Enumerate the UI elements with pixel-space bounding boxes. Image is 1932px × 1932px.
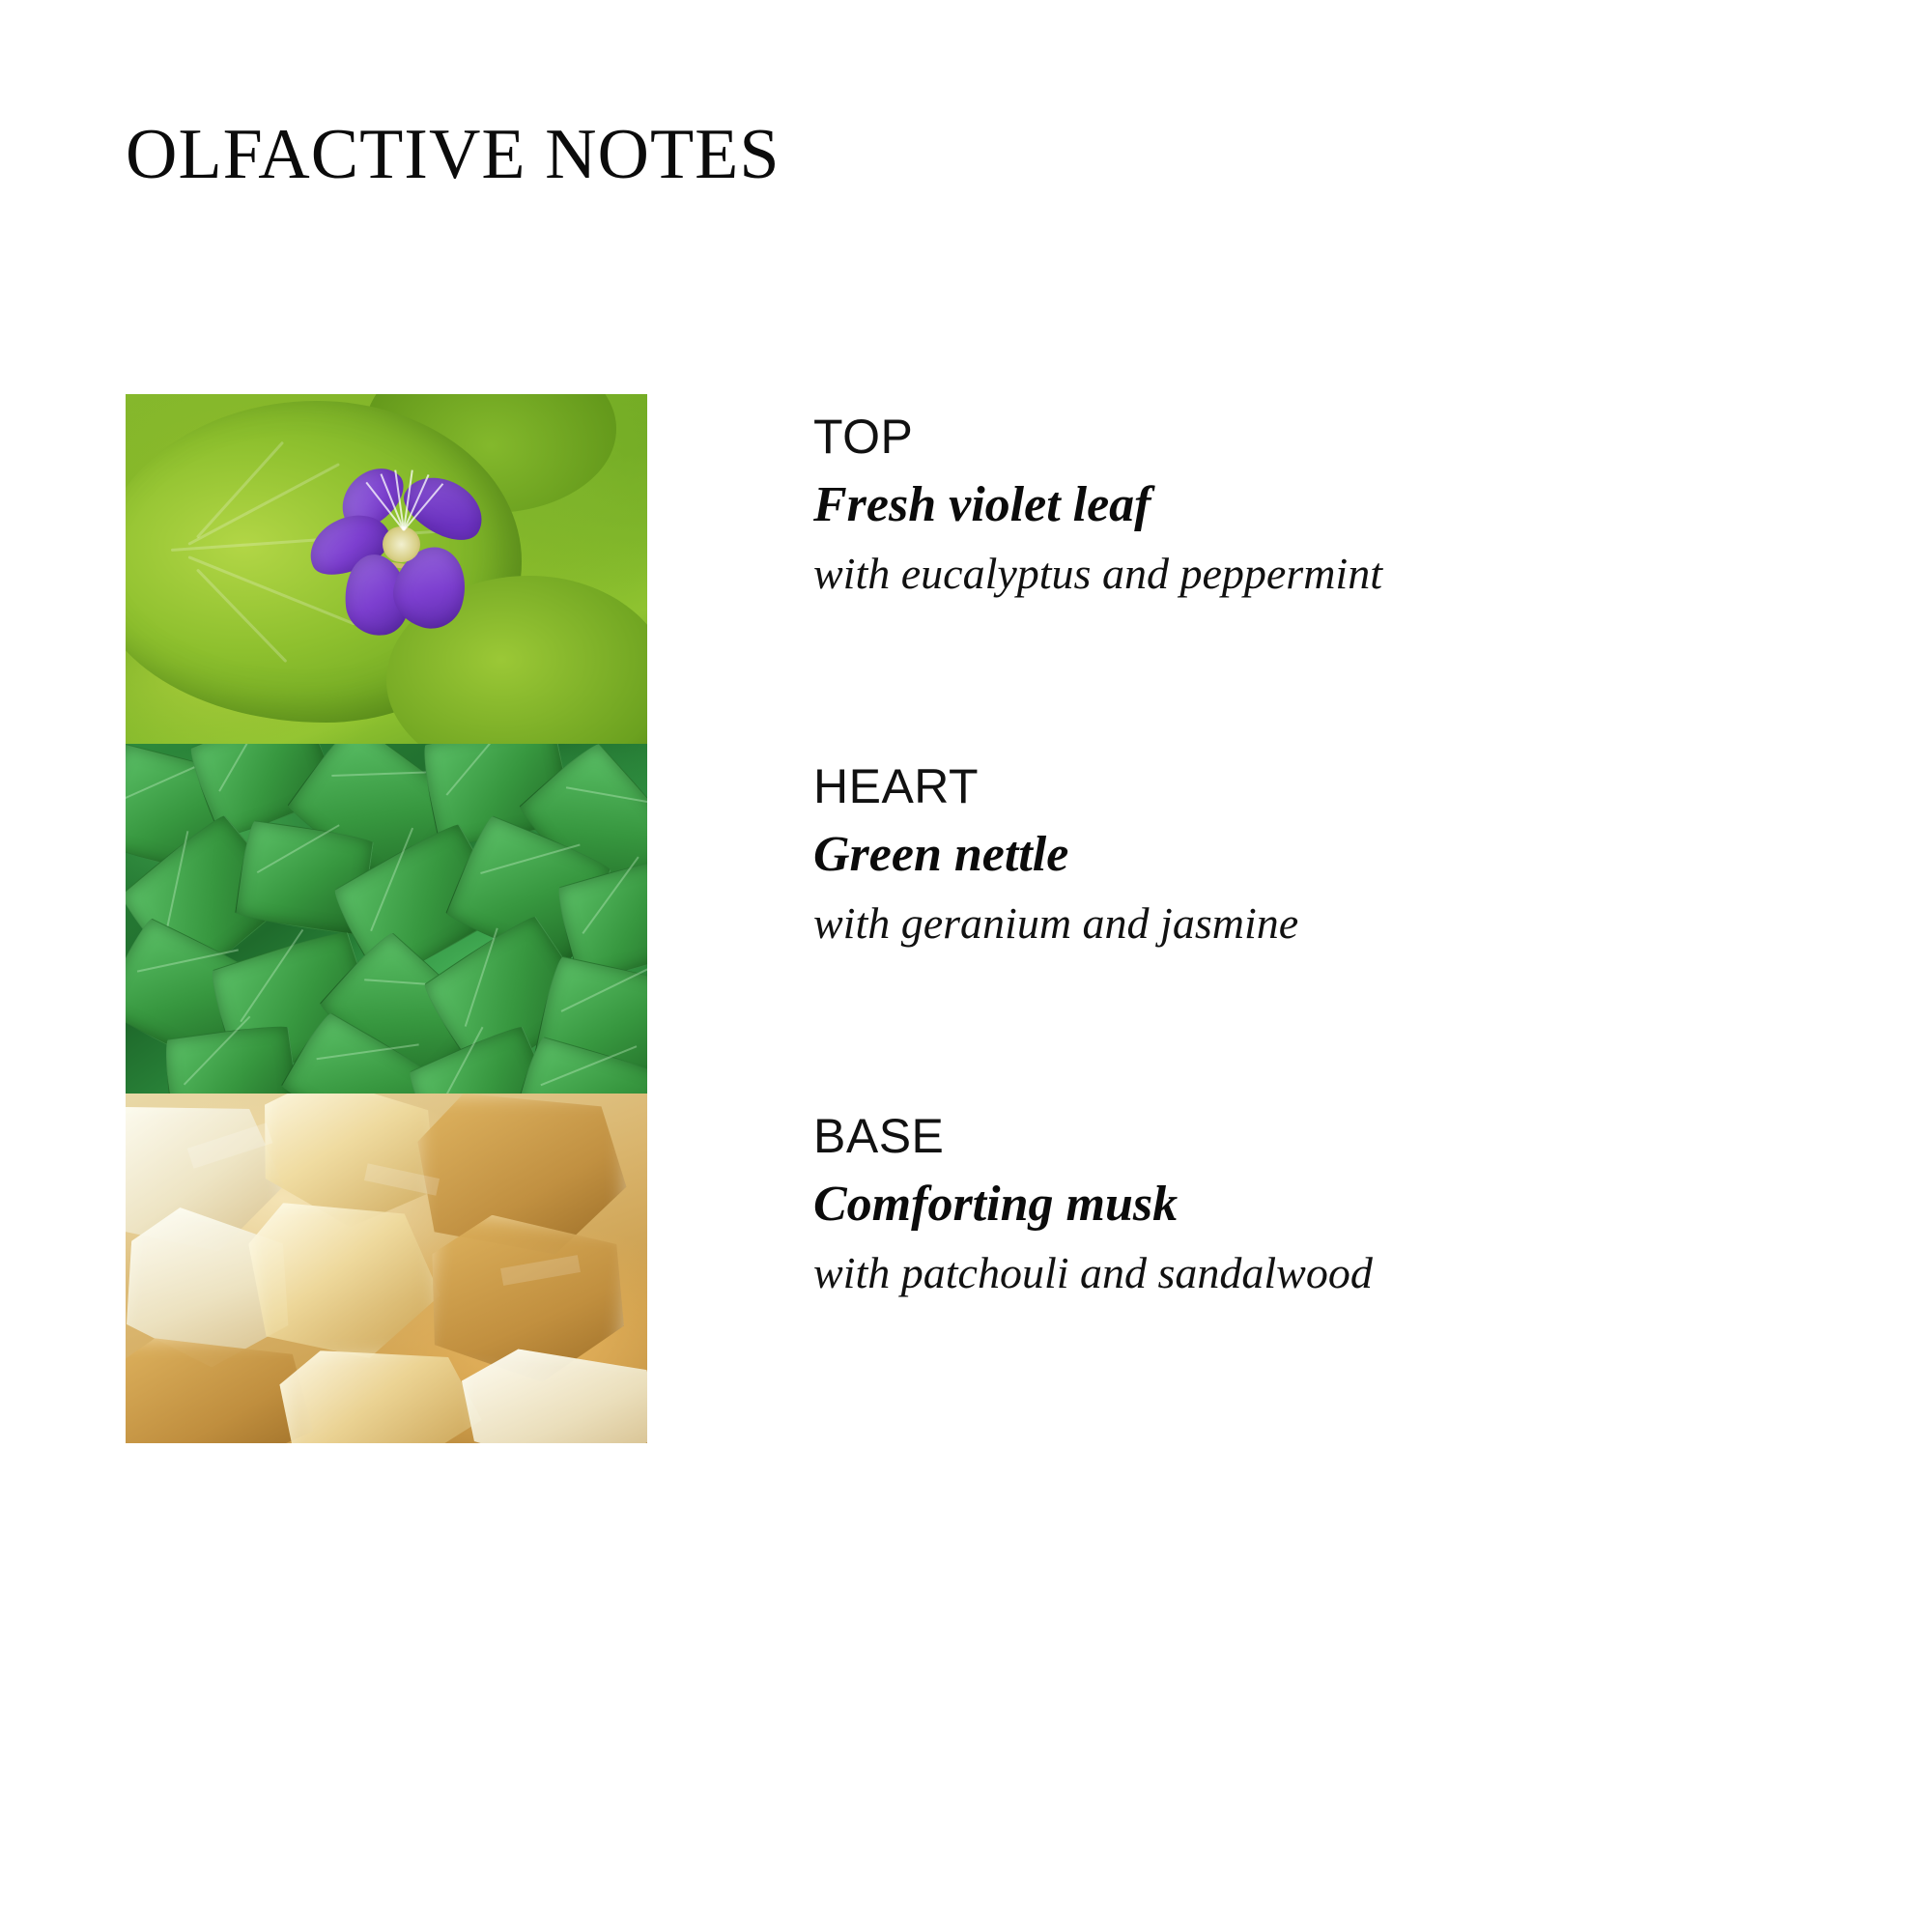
note-headline: Fresh violet leaf — [813, 476, 1151, 532]
note-text-base — [813, 1111, 1615, 1299]
note-detail: with patchouli and sandalwood — [813, 1248, 1373, 1298]
green-nettle-photo — [126, 744, 647, 1094]
violet-bloom — [303, 457, 512, 660]
note-detail: with geranium and jasmine — [813, 898, 1299, 949]
note-headline: Green nettle — [813, 826, 1069, 882]
note-headline: Comforting musk — [813, 1176, 1179, 1232]
note-stage-label: TOP — [813, 410, 914, 464]
list-item — [126, 1094, 1633, 1443]
note-stage-label: HEART — [813, 759, 980, 813]
note-text-heart — [813, 761, 1615, 950]
page-title: OLFACTIVE NOTES — [126, 115, 781, 194]
violet-flower-photo — [126, 394, 647, 744]
note-stage-label: BASE — [813, 1109, 945, 1163]
list-item — [126, 394, 1633, 744]
note-text-top — [813, 412, 1615, 600]
note-detail: with eucalyptus and peppermint — [813, 549, 1382, 599]
list-item — [126, 744, 1633, 1094]
olfactive-notes-list — [126, 394, 1633, 1443]
amber-resin-photo — [126, 1094, 647, 1443]
